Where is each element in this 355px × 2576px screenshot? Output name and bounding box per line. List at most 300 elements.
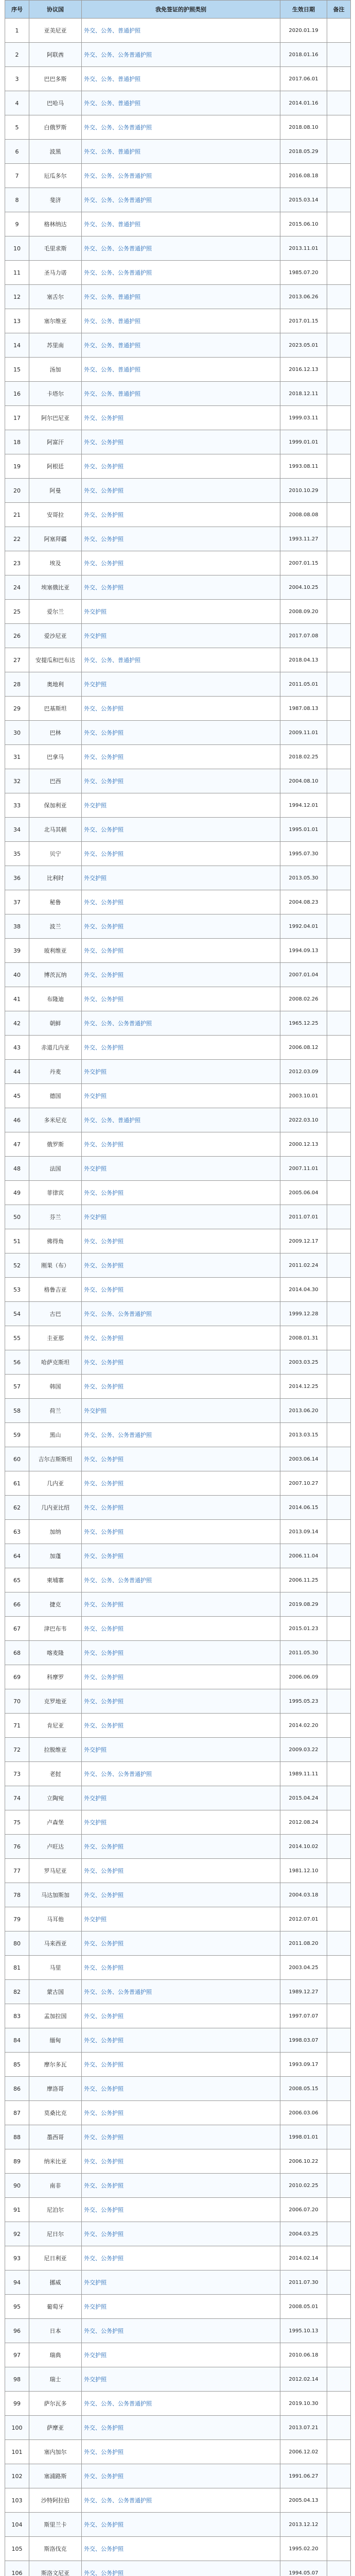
table-row [5, 2319, 351, 2343]
country-name: 塞浦路斯 [29, 2464, 82, 2488]
table-row [5, 624, 351, 648]
effective-date: 2008.02.26 [280, 987, 327, 1011]
effective-date: 2003.10.01 [280, 1084, 327, 1108]
remark [327, 1423, 351, 1447]
table-row [5, 285, 351, 309]
remark [327, 939, 351, 963]
effective-date: 2018.05.29 [280, 140, 327, 164]
row-number: 11 [5, 261, 29, 285]
table-row [5, 1835, 351, 1859]
remark [327, 1714, 351, 1738]
table-row [5, 1714, 351, 1738]
row-number: 45 [5, 1084, 29, 1108]
passport-type: 外交、公务护照 [82, 1496, 280, 1520]
remark [327, 1084, 351, 1108]
effective-date: 1981.12.10 [280, 1859, 327, 1883]
remark [327, 721, 351, 745]
header-remark: 备注 [327, 1, 351, 19]
row-number: 78 [5, 1883, 29, 1907]
passport-type: 外交、公务护照 [82, 2513, 280, 2537]
country-name: 斐济 [29, 188, 82, 212]
remark [327, 1617, 351, 1641]
table-row [5, 164, 351, 188]
passport-type: 外交、公务护照 [82, 2125, 280, 2149]
effective-date: 1995.01.01 [280, 818, 327, 842]
country-name: 柬埔寨 [29, 1568, 82, 1592]
passport-type: 外交、公务护照 [82, 1592, 280, 1617]
effective-date: 2015.03.14 [280, 188, 327, 212]
effective-date: 2013.07.21 [280, 2416, 327, 2440]
remark [327, 2028, 351, 2053]
country-name: 马里 [29, 1956, 82, 1980]
effective-date: 1993.11.27 [280, 527, 327, 551]
passport-type: 外交、公务护照 [82, 527, 280, 551]
row-number: 63 [5, 1520, 29, 1544]
passport-type: 外交、公务护照 [82, 2198, 280, 2222]
country-name: 丹麦 [29, 1060, 82, 1084]
country-name: 巴哈马 [29, 91, 82, 115]
row-number: 15 [5, 358, 29, 382]
table-row [5, 2561, 351, 2576]
passport-type: 外交、公务护照 [82, 2174, 280, 2198]
row-number: 34 [5, 818, 29, 842]
country-name: 几内亚 [29, 1471, 82, 1496]
passport-type: 外交、公务护照 [82, 1859, 280, 1883]
effective-date: 1995.05.23 [280, 1689, 327, 1714]
remark [327, 261, 351, 285]
remark [327, 1810, 351, 1835]
row-number: 58 [5, 1399, 29, 1423]
country-name: 摩洛哥 [29, 2077, 82, 2101]
country-name: 南非 [29, 2174, 82, 2198]
effective-date: 1995.07.30 [280, 842, 327, 866]
table-row [5, 793, 351, 818]
row-number: 7 [5, 164, 29, 188]
table-row [5, 2367, 351, 2392]
country-name: 马达加斯加 [29, 1883, 82, 1907]
passport-type: 外交、公务护照 [82, 2464, 280, 2488]
row-number: 68 [5, 1641, 29, 1665]
country-name: 摩尔多瓦 [29, 2053, 82, 2077]
effective-date: 1994.05.07 [280, 2561, 327, 2576]
effective-date: 1989.12.27 [280, 1980, 327, 2004]
table-row [5, 939, 351, 963]
country-name: 斯洛伐克 [29, 2537, 82, 2561]
country-name: 巴巴多斯 [29, 67, 82, 91]
country-name: 比利时 [29, 866, 82, 890]
passport-type: 外交、公务护照 [82, 2149, 280, 2174]
passport-type: 外交、公务护照 [82, 1714, 280, 1738]
row-number: 55 [5, 1326, 29, 1350]
remark [327, 2246, 351, 2270]
row-number: 24 [5, 575, 29, 600]
country-name: 瑞典 [29, 2343, 82, 2367]
row-number: 64 [5, 1544, 29, 1568]
table-row [5, 1641, 351, 1665]
effective-date: 2014.06.15 [280, 1496, 327, 1520]
remark [327, 1883, 351, 1907]
passport-type: 外交、公务护照 [82, 745, 280, 769]
passport-type: 外交、公务护照 [82, 987, 280, 1011]
effective-date: 1992.04.01 [280, 914, 327, 939]
table-row [5, 19, 351, 43]
effective-date: 1999.12.28 [280, 1302, 327, 1326]
country-name: 纳米比亚 [29, 2149, 82, 2174]
table-row [5, 987, 351, 1011]
row-number: 96 [5, 2319, 29, 2343]
table-row [5, 503, 351, 527]
effective-date: 1995.10.13 [280, 2319, 327, 2343]
country-name: 刚果（布） [29, 1253, 82, 1278]
effective-date: 2011.08.20 [280, 1931, 327, 1956]
remark [327, 1060, 351, 1084]
row-number: 44 [5, 1060, 29, 1084]
passport-type: 外交、公务、公务普通护照 [82, 1011, 280, 1036]
effective-date: 2013.09.14 [280, 1520, 327, 1544]
country-name: 爱沙尼亚 [29, 624, 82, 648]
remark [327, 2488, 351, 2513]
row-number: 61 [5, 1471, 29, 1496]
country-name: 卢森堡 [29, 1810, 82, 1835]
country-name: 德国 [29, 1084, 82, 1108]
row-number: 86 [5, 2077, 29, 2101]
table-row [5, 454, 351, 479]
country-name: 韩国 [29, 1375, 82, 1399]
country-name: 佛得角 [29, 1229, 82, 1253]
row-number: 77 [5, 1859, 29, 1883]
table-row [5, 648, 351, 672]
row-number: 56 [5, 1350, 29, 1375]
row-number: 90 [5, 2174, 29, 2198]
remark [327, 1689, 351, 1714]
row-number: 103 [5, 2488, 29, 2513]
row-number: 13 [5, 309, 29, 333]
remark [327, 1907, 351, 1931]
country-name: 加蓬 [29, 1544, 82, 1568]
passport-type: 外交护照 [82, 2367, 280, 2392]
effective-date: 1993.08.11 [280, 454, 327, 479]
row-number: 74 [5, 1786, 29, 1810]
passport-type: 外交、公务护照 [82, 1447, 280, 1471]
passport-type: 外交、公务护照 [82, 1036, 280, 1060]
passport-type: 外交护照 [82, 1084, 280, 1108]
row-number: 22 [5, 527, 29, 551]
passport-type: 外交、公务护照 [82, 2246, 280, 2270]
row-number: 6 [5, 140, 29, 164]
effective-date: 1965.12.25 [280, 1011, 327, 1036]
effective-date: 2008.05.15 [280, 2077, 327, 2101]
table-row [5, 721, 351, 745]
country-name: 老挝 [29, 1762, 82, 1786]
country-name: 卢旺达 [29, 1835, 82, 1859]
remark [327, 1544, 351, 1568]
remark [327, 454, 351, 479]
passport-type: 外交、公务、公务普通护照 [82, 1568, 280, 1592]
country-name: 奥地利 [29, 672, 82, 697]
remark [327, 2077, 351, 2101]
country-name: 阿曼 [29, 479, 82, 503]
passport-type: 外交、公务护照 [82, 2416, 280, 2440]
passport-type: 外交、公务、公务普通护照 [82, 188, 280, 212]
table-row [5, 2513, 351, 2537]
passport-type: 外交护照 [82, 1399, 280, 1423]
table-row [5, 1689, 351, 1714]
table-row [5, 1132, 351, 1157]
table-row [5, 1738, 351, 1762]
effective-date: 2008.08.08 [280, 503, 327, 527]
remark [327, 551, 351, 575]
effective-date: 2017.07.08 [280, 624, 327, 648]
table-row [5, 745, 351, 769]
effective-date: 2013.06.26 [280, 285, 327, 309]
effective-date: 2003.04.25 [280, 1956, 327, 1980]
remark [327, 866, 351, 890]
passport-type: 外交护照 [82, 600, 280, 624]
effective-date: 1999.01.01 [280, 430, 327, 454]
effective-date: 2011.05.01 [280, 672, 327, 697]
country-name: 加纳 [29, 1520, 82, 1544]
country-name: 俄罗斯 [29, 1132, 82, 1157]
remark [327, 1520, 351, 1544]
passport-type: 外交、公务护照 [82, 1544, 280, 1568]
row-number: 52 [5, 1253, 29, 1278]
table-row [5, 1883, 351, 1907]
effective-date: 2014.02.20 [280, 1714, 327, 1738]
table-row [5, 1205, 351, 1229]
table-row [5, 140, 351, 164]
country-name: 白俄罗斯 [29, 115, 82, 140]
passport-type: 外交、公务、公务普通护照 [82, 164, 280, 188]
effective-date: 2010.06.18 [280, 2343, 327, 2367]
row-number: 4 [5, 91, 29, 115]
row-number: 105 [5, 2537, 29, 2561]
effective-date: 2006.07.20 [280, 2198, 327, 2222]
table-row [5, 769, 351, 793]
row-number: 101 [5, 2440, 29, 2464]
table-row [5, 866, 351, 890]
passport-type: 外交、公务护照 [82, 2561, 280, 2576]
country-name: 萨尔瓦多 [29, 2392, 82, 2416]
passport-type: 外交、公务护照 [82, 575, 280, 600]
table-row [5, 188, 351, 212]
remark [327, 648, 351, 672]
country-name: 克罗地亚 [29, 1689, 82, 1714]
table-row [5, 1980, 351, 2004]
table-row [5, 212, 351, 236]
country-name: 阿根廷 [29, 454, 82, 479]
remark [327, 890, 351, 914]
remark [327, 1592, 351, 1617]
table-row [5, 236, 351, 261]
table-row [5, 2077, 351, 2101]
country-name: 北马其顿 [29, 818, 82, 842]
table-row [5, 1810, 351, 1835]
passport-type: 外交、公务护照 [82, 1132, 280, 1157]
row-number: 83 [5, 2004, 29, 2028]
table-body [5, 19, 351, 2576]
effective-date: 2019.08.29 [280, 1592, 327, 1617]
country-name: 爱尔兰 [29, 600, 82, 624]
table-row [5, 527, 351, 551]
country-name: 埃及 [29, 551, 82, 575]
row-number: 25 [5, 600, 29, 624]
remark [327, 842, 351, 866]
passport-type: 外交、公务护照 [82, 818, 280, 842]
row-number: 26 [5, 624, 29, 648]
effective-date: 2003.03.25 [280, 1350, 327, 1375]
table-row [5, 67, 351, 91]
passport-type: 外交、公务护照 [82, 1375, 280, 1399]
remark [327, 963, 351, 987]
row-number: 57 [5, 1375, 29, 1399]
country-name: 菲律宾 [29, 1181, 82, 1205]
country-name: 阿塞拜疆 [29, 527, 82, 551]
passport-type: 外交、公务、普通护照 [82, 1108, 280, 1132]
remark [327, 164, 351, 188]
effective-date: 2007.11.01 [280, 1157, 327, 1181]
remark [327, 2053, 351, 2077]
remark [327, 1980, 351, 2004]
remark [327, 2004, 351, 2028]
row-number: 41 [5, 987, 29, 1011]
table-row [5, 1108, 351, 1132]
row-number: 33 [5, 793, 29, 818]
country-name: 巴西 [29, 769, 82, 793]
table-row [5, 1931, 351, 1956]
row-number: 102 [5, 2464, 29, 2488]
remark [327, 333, 351, 358]
table-row [5, 1302, 351, 1326]
row-number: 38 [5, 914, 29, 939]
passport-type: 外交、公务护照 [82, 2440, 280, 2464]
remark [327, 382, 351, 406]
row-number: 37 [5, 890, 29, 914]
table-row [5, 575, 351, 600]
table-row [5, 1350, 351, 1375]
row-number: 17 [5, 406, 29, 430]
country-name: 喀麦隆 [29, 1641, 82, 1665]
passport-type: 外交、公务护照 [82, 2028, 280, 2053]
row-number: 27 [5, 648, 29, 672]
row-number: 66 [5, 1592, 29, 1617]
effective-date: 2017.06.01 [280, 67, 327, 91]
passport-type: 外交护照 [82, 2270, 280, 2295]
remark [327, 527, 351, 551]
country-name: 圭亚那 [29, 1326, 82, 1350]
remark [327, 2537, 351, 2561]
remark [327, 2392, 351, 2416]
document [5, 0, 350, 2576]
header-country: 协议国 [29, 1, 82, 19]
country-name: 斯洛文尼亚 [29, 2561, 82, 2576]
remark [327, 2343, 351, 2367]
table-row [5, 914, 351, 939]
row-number: 81 [5, 1956, 29, 1980]
country-name: 玻利维亚 [29, 939, 82, 963]
country-name: 斯里兰卡 [29, 2513, 82, 2537]
header-no: 序号 [5, 1, 29, 19]
passport-type: 外交、公务护照 [82, 721, 280, 745]
table-row [5, 818, 351, 842]
row-number: 73 [5, 1762, 29, 1786]
effective-date: 2010.02.25 [280, 2174, 327, 2198]
remark [327, 1181, 351, 1205]
passport-type: 外交护照 [82, 1810, 280, 1835]
table-row [5, 551, 351, 575]
country-name: 格林纳达 [29, 212, 82, 236]
passport-type: 外交、公务、公务普通护照 [82, 43, 280, 67]
header-passport-type: 我免签证的护照类别 [82, 1, 280, 19]
row-number: 94 [5, 2270, 29, 2295]
remark [327, 1302, 351, 1326]
remark [327, 818, 351, 842]
passport-type: 外交、公务护照 [82, 1471, 280, 1496]
effective-date: 2015.04.24 [280, 1786, 327, 1810]
remark [327, 67, 351, 91]
row-number: 21 [5, 503, 29, 527]
row-number: 16 [5, 382, 29, 406]
remark [327, 212, 351, 236]
country-name: 尼日利亚 [29, 2246, 82, 2270]
row-number: 89 [5, 2149, 29, 2174]
remark [327, 91, 351, 115]
remark [327, 1496, 351, 1520]
effective-date: 2018.04.13 [280, 648, 327, 672]
table-row [5, 2004, 351, 2028]
passport-type: 外交、公务护照 [82, 1883, 280, 1907]
row-number: 59 [5, 1423, 29, 1447]
table-row [5, 1859, 351, 1883]
remark [327, 697, 351, 721]
effective-date: 2007.01.15 [280, 551, 327, 575]
visa-exemption-table [5, 0, 351, 2576]
table-row [5, 2246, 351, 2270]
country-name: 贝宁 [29, 842, 82, 866]
row-number: 49 [5, 1181, 29, 1205]
country-name: 吉尔吉斯斯坦 [29, 1447, 82, 1471]
remark [327, 793, 351, 818]
remark [327, 745, 351, 769]
passport-type: 外交、公务护照 [82, 2537, 280, 2561]
effective-date: 2013.06.20 [280, 1399, 327, 1423]
table-row [5, 1568, 351, 1592]
country-name: 沙特阿拉伯 [29, 2488, 82, 2513]
table-row [5, 1181, 351, 1205]
country-name: 塞内加尔 [29, 2440, 82, 2464]
effective-date: 2003.06.14 [280, 1447, 327, 1471]
passport-type: 外交、公务护照 [82, 454, 280, 479]
remark [327, 309, 351, 333]
country-name: 罗马尼亚 [29, 1859, 82, 1883]
remark [327, 2149, 351, 2174]
country-name: 秘鲁 [29, 890, 82, 914]
row-number: 3 [5, 67, 29, 91]
passport-type: 外交、公务护照 [82, 1835, 280, 1859]
row-number: 72 [5, 1738, 29, 1762]
remark [327, 358, 351, 382]
country-name: 日本 [29, 2319, 82, 2343]
effective-date: 2014.02.14 [280, 2246, 327, 2270]
country-name: 芬兰 [29, 1205, 82, 1229]
country-name: 波兰 [29, 914, 82, 939]
passport-type: 外交、公务护照 [82, 939, 280, 963]
table-header [5, 1, 351, 19]
effective-date: 2012.08.24 [280, 1810, 327, 1835]
row-number: 95 [5, 2295, 29, 2319]
country-name: 亚美尼亚 [29, 19, 82, 43]
table-row [5, 963, 351, 987]
effective-date: 2011.05.30 [280, 1641, 327, 1665]
